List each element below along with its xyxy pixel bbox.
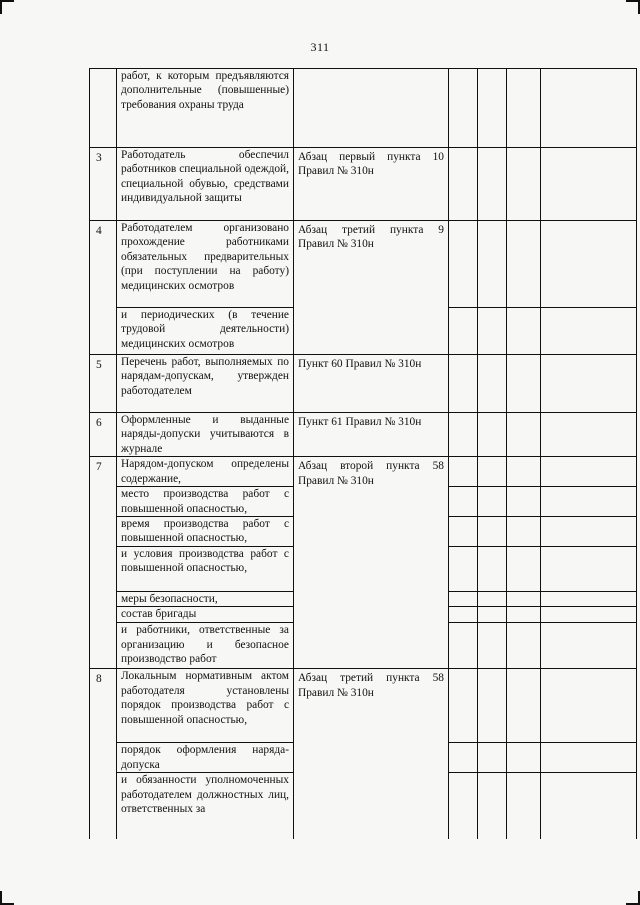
table-row — [90, 355, 637, 413]
row-number: 5 — [90, 355, 117, 413]
criterion-cell: состав бригады — [117, 607, 294, 623]
scan-corner-mark — [0, 0, 14, 2]
answer-yes-cell — [449, 308, 478, 355]
answer-yes-cell — [449, 773, 478, 839]
answer-na-cell — [507, 355, 541, 413]
note-cell — [541, 69, 637, 148]
criterion-cell: время производства работ с повышенной опасностью, — [117, 517, 294, 547]
answer-na-cell — [507, 547, 541, 592]
scan-corner-mark — [0, 0, 2, 14]
criterion-cell: Перечень работ, выполняемых по нарядам-допускам, утвержден работодателем — [117, 355, 294, 413]
answer-yes-cell — [449, 413, 478, 457]
answer-yes-cell — [449, 69, 478, 148]
answer-yes-cell — [449, 607, 478, 623]
page-number: 311 — [310, 40, 330, 54]
note-cell — [541, 517, 637, 547]
criterion-cell: работ, к которым предъявляются дополнительные (повышенные) требования охраны труда — [117, 69, 294, 148]
criterion-cell: Локальным нормативным актом работодателя установлены порядок производства работ с повышенной опасностью, — [117, 669, 294, 743]
row-number: 8 — [90, 669, 117, 839]
note-cell — [541, 148, 637, 221]
answer-na-cell — [507, 69, 541, 148]
criterion-cell: и работники, ответственные за организацию и безопасное производство работ — [117, 623, 294, 669]
answer-no-cell — [478, 487, 507, 517]
table-row — [90, 413, 637, 457]
answer-no-cell — [478, 308, 507, 355]
reference-cell: Абзац третий пункта 58 Правил № 310н — [294, 669, 449, 839]
answer-yes-cell — [449, 592, 478, 607]
answer-no-cell — [478, 547, 507, 592]
answer-yes-cell — [449, 669, 478, 743]
note-cell — [541, 355, 637, 413]
note-cell — [541, 413, 637, 457]
note-cell — [541, 669, 637, 743]
answer-yes-cell — [449, 743, 478, 773]
answer-na-cell — [507, 743, 541, 773]
answer-na-cell — [507, 413, 541, 457]
table-row — [90, 221, 637, 308]
table-row — [90, 457, 637, 487]
reference-cell — [294, 69, 449, 148]
answer-no-cell — [478, 743, 507, 773]
reference-cell: Абзац первый пункта 10 Правил № 310н — [294, 148, 449, 221]
row-number: 4 — [90, 221, 117, 355]
answer-na-cell — [507, 457, 541, 487]
answer-no-cell — [478, 457, 507, 487]
answer-yes-cell — [449, 517, 478, 547]
table-row — [90, 669, 637, 743]
answer-na-cell — [507, 517, 541, 547]
answer-yes-cell — [449, 148, 478, 221]
answer-no-cell — [478, 69, 507, 148]
answer-na-cell — [507, 592, 541, 607]
answer-na-cell — [507, 623, 541, 669]
answer-na-cell — [507, 773, 541, 839]
criterion-cell: Нарядом-допуском определены содержание, — [117, 457, 294, 487]
reference-cell: Абзац второй пункта 58 Правил № 310н — [294, 457, 449, 669]
note-cell — [541, 773, 637, 839]
note-cell — [541, 607, 637, 623]
criterion-cell: место производства работ с повышенной опасностью, — [117, 487, 294, 517]
note-cell — [541, 487, 637, 517]
note-cell — [541, 623, 637, 669]
row-number: 7 — [90, 457, 117, 669]
answer-no-cell — [478, 773, 507, 839]
answer-yes-cell — [449, 355, 478, 413]
table-row — [90, 148, 637, 221]
answer-na-cell — [507, 669, 541, 743]
note-cell — [541, 308, 637, 355]
answer-no-cell — [478, 221, 507, 308]
answer-no-cell — [478, 148, 507, 221]
row-number: 3 — [90, 148, 117, 221]
answer-yes-cell — [449, 221, 478, 308]
reference-cell: Пункт 61 Правил № 310н — [294, 413, 449, 457]
answer-na-cell — [507, 607, 541, 623]
criterion-cell: и периодических (в течение трудовой деятельности) медицинских осмотров — [117, 308, 294, 355]
answer-no-cell — [478, 517, 507, 547]
answer-no-cell — [478, 413, 507, 457]
note-cell — [541, 547, 637, 592]
table-row — [90, 69, 637, 148]
note-cell — [541, 221, 637, 308]
criterion-cell: Оформленные и выданные наряды-допуски учитываются в журнале — [117, 413, 294, 457]
criterion-cell: Работодатель обеспечил работников специальной одеждой, специальной обувью, средствами индивидуальной защиты — [117, 148, 294, 221]
answer-yes-cell — [449, 547, 478, 592]
answer-no-cell — [478, 355, 507, 413]
answer-yes-cell — [449, 457, 478, 487]
answer-na-cell — [507, 308, 541, 355]
reference-cell: Абзац третий пункта 9 Правил № 310н — [294, 221, 449, 355]
answer-yes-cell — [449, 623, 478, 669]
answer-na-cell — [507, 148, 541, 221]
row-number: 6 — [90, 413, 117, 457]
note-cell — [541, 743, 637, 773]
criterion-cell: и условия производства работ с повышенной опасностью, — [117, 547, 294, 592]
answer-yes-cell — [449, 487, 478, 517]
answer-na-cell — [507, 221, 541, 308]
scan-corner-mark — [0, 891, 2, 905]
reference-cell: Пункт 60 Правил № 310н — [294, 355, 449, 413]
criterion-cell: порядок оформления наряда-допуска — [117, 743, 294, 773]
answer-na-cell — [507, 487, 541, 517]
note-cell — [541, 457, 637, 487]
answer-no-cell — [478, 669, 507, 743]
answer-no-cell — [478, 607, 507, 623]
criterion-cell: Работодателем организовано прохождение работниками обязательных предварительных (при поступлении на работу) медицинских осмотров — [117, 221, 294, 308]
note-cell — [541, 592, 637, 607]
criterion-cell: и обязанности уполномоченных работодателем должностных лиц, ответственных за — [117, 773, 294, 839]
requirements-table — [89, 68, 637, 839]
answer-no-cell — [478, 623, 507, 669]
row-number — [90, 69, 117, 148]
criterion-cell: меры безопасности, — [117, 592, 294, 607]
answer-no-cell — [478, 592, 507, 607]
